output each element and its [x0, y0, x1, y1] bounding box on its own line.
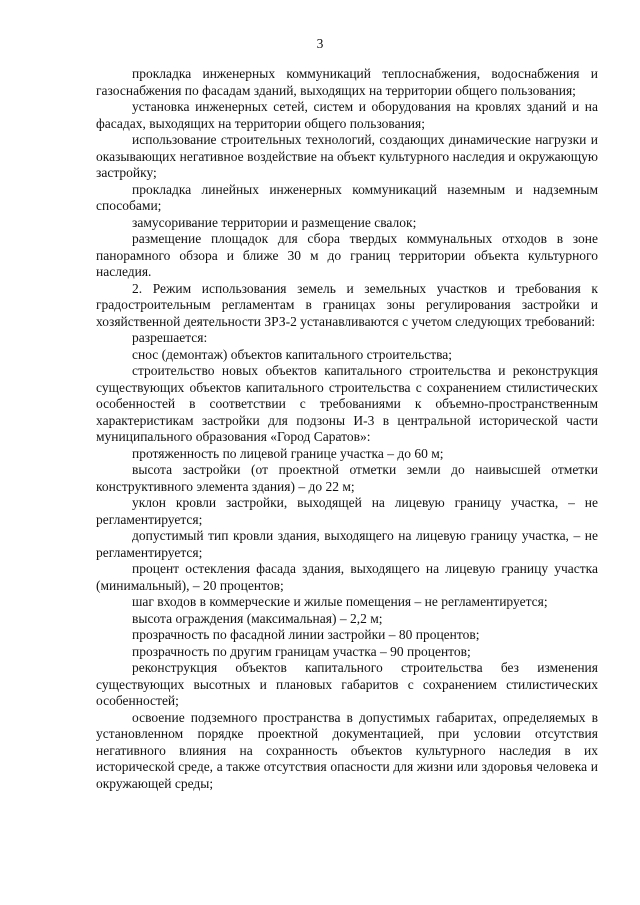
paragraph: прокладка инженерных коммуникаций теплоснабжения, водоснабжения и газоснабжения по фасадам зданий, выходящих на территории общего пользования; [96, 66, 598, 98]
paragraph: шаг входов в коммерческие и жилые помещения – не регламентируется; [132, 594, 548, 609]
paragraph: прокладка линейных инженерных коммуникаций наземным и надземным способами; [96, 181, 598, 213]
paragraph: установка инженерных сетей, систем и оборудования на кровлях зданий и на фасадах, выходящих на территории общего пользования; [96, 99, 598, 131]
paragraph: использование строительных технологий, создающих динамические нагрузки и оказывающих негативное воздействие на объект культурного наследия и окружающую застройку; [96, 132, 598, 180]
page-number: 3 [316, 36, 324, 51]
paragraph: строительство новых объектов капитального строительства и реконструкция существующих объектов капитального строительства с сохранением стилистических особенностей в соответствии с требованиями к объемно-пространственным характеристикам застройки для подзоны И-3 в центральной исторической части муниципального образования «Город Саратов»: [96, 363, 598, 444]
paragraph: уклон кровли застройки, выходящей на лицевую границу участка, – не регламентируется; [96, 495, 598, 527]
paragraph: снос (демонтаж) объектов капитального строительства; [132, 346, 453, 362]
paragraph: процент остекления фасада здания, выходящего на лицевую границу участка (минимальный), – 20 процентов; [96, 561, 598, 593]
paragraph: допустимый тип кровли здания, выходящего на лицевую границу участка, – не регламентируется; [96, 528, 598, 560]
paragraph: протяженность по лицевой границе участка – до 60 м; [132, 445, 444, 461]
paragraph: разрешается: [132, 330, 208, 345]
paragraph: размещение площадок для сбора твердых коммунальных отходов в зоне панорамного обзора и ближе 30 м до границ территории объекта культурного наследия. [96, 231, 598, 279]
document-body [96, 66, 598, 792]
paragraph: высота ограждения (максимальная) – 2,2 м; [132, 610, 383, 626]
paragraph: 2. Режим использования земель и земельных участков и требования к градостроительным регламентам в границах зоны регулирования застройки и хозяйственной деятельности ЗРЗ-2 устанавливаются с учетом следующих требований: [96, 280, 598, 329]
paragraph: прозрачность по другим границам участка – 90 процентов; [132, 643, 471, 659]
paragraph: замусоривание территории и размещение свалок; [132, 214, 417, 230]
paragraph: освоение подземного пространства в допустимых габаритах, определяемых в установленном порядке проектной документацией, при условии отсутствия негативного влияния на сохранность объектов культурного наследия в их исторической среде, а также отсутствия опасности для жизни или здоровья человека и окружающей среды; [96, 709, 598, 791]
paragraph: реконструкция объектов капитального строительства без изменения существующих высотных и плановых габаритов с сохранением стилистических особенностей; [96, 660, 598, 708]
paragraph: высота застройки (от проектной отметки земли до наивысшей отметки конструктивного элемента здания) – до 22 м; [96, 462, 598, 494]
paragraph: прозрачность по фасадной линии застройки – 80 процентов; [132, 627, 480, 642]
